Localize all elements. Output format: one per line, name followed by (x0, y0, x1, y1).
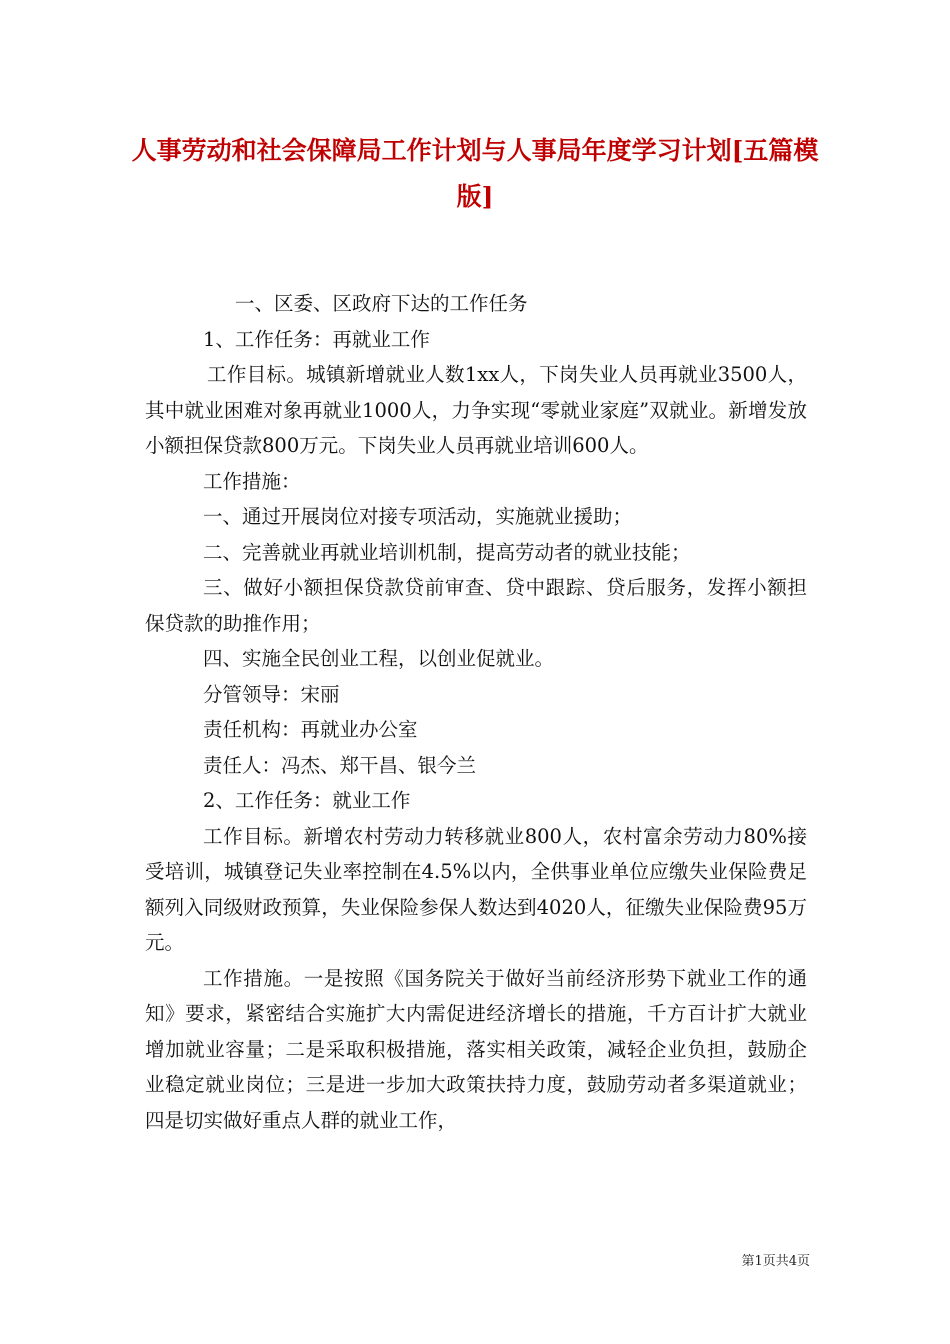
work-goal-paragraph: 工作目标。新增农村劳动力转移就业800人，农村富余劳动力80%接受培训，城镇登记失业率控制在4.5%以内，全供事业单位应缴失业保险费足额列入同级财政预算，失业保险参保人数达到4020人，征缴失业保险费95万元。 (145, 824, 807, 954)
document-title: 人事劳动和社会保障局工作计划与人事局年度学习计划[五篇模版] (131, 136, 819, 211)
page-number: 第1页共4页 (741, 1254, 810, 1269)
measure-item: 一、通过开展岗位对接专项活动，实施就业援助； (203, 505, 633, 528)
responsible-line: 责任人：冯杰、郑干昌、银今兰 (203, 753, 477, 777)
section-heading: 一、区委、区政府下达的工作任务 (235, 292, 528, 315)
document-body (145, 286, 807, 1138)
task-heading: 2、工作任务：就业工作 (203, 789, 411, 812)
agency-line: 责任机构：再就业办公室 (203, 718, 418, 741)
measure-item: 四、实施全民创业工程，以创业促就业。 (203, 647, 555, 670)
measure-item: 三、做好小额担保贷款贷前审查、贷中跟踪、贷后服务，发挥小额担保贷款的助推作用； (145, 576, 807, 635)
measures-paragraph: 工作措施。一是按照《国务院关于做好当前经济形势下就业工作的通知》要求，紧密结合实施扩大内需促进经济增长的措施，千方百计扩大就业增加就业容量；二是采取积极措施，落实相关政策，减轻企业负担，鼓励企业稳定就业岗位；三是进一步加大政策扶持力度，鼓励劳动者多渠道就业；四是切实做好重点人群的就业工作， (145, 966, 807, 1132)
leader-line: 分管领导：宋丽 (203, 682, 340, 706)
work-goal-paragraph: 工作目标。城镇新增就业人数1xx人，下岗失业人员再就业3500人，其中就业困难对象再就业1000人，力争实现“零就业家庭”双就业。新增发放小额担保贷款800万元。下岗失业人员再就业培训600人。 (145, 363, 807, 457)
task-heading: 1、工作任务：再就业工作 (203, 327, 430, 351)
measures-heading: 工作措施： (203, 469, 301, 493)
measure-item: 二、完善就业再就业培训机制，提高劳动者的就业技能； (203, 540, 691, 564)
